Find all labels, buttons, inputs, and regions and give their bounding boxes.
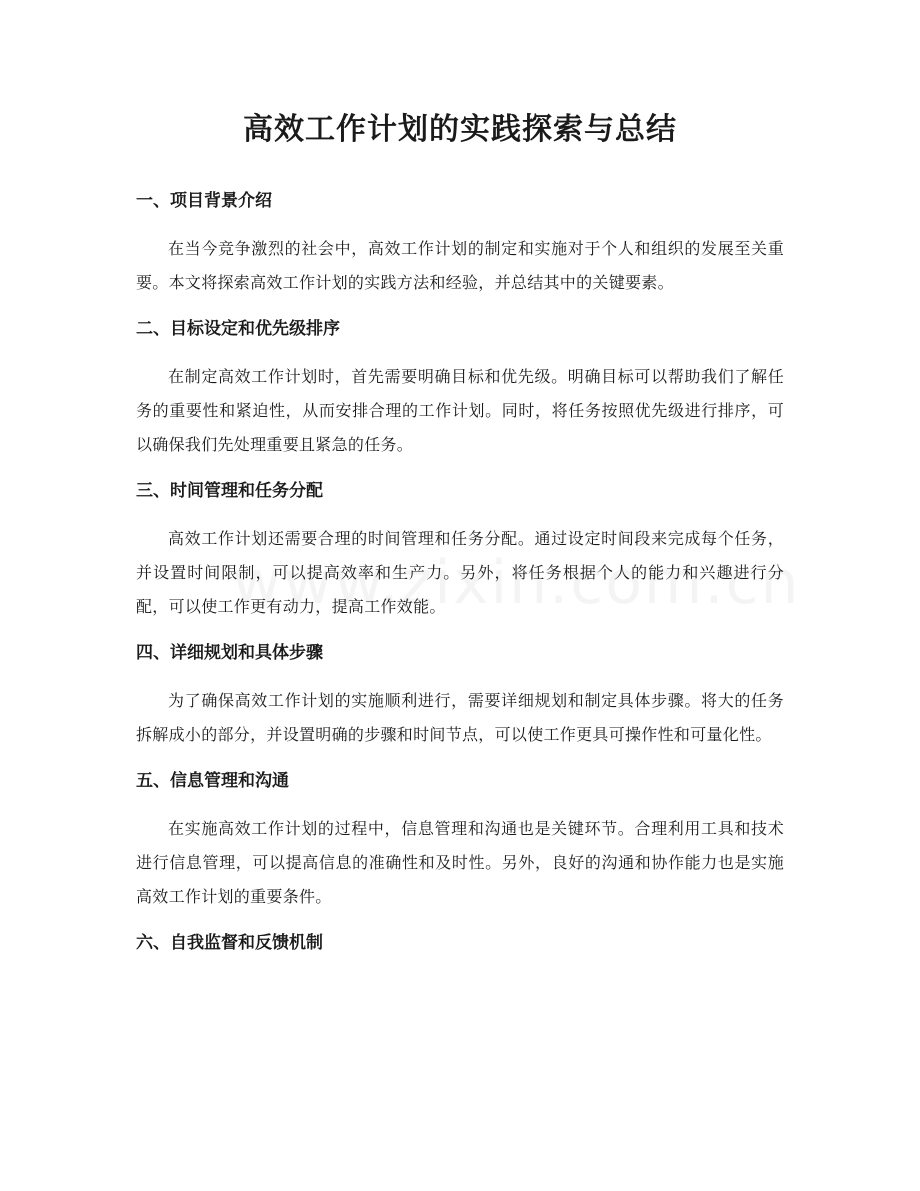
section-goals-priorities — [136, 312, 784, 462]
section-time-management — [136, 474, 784, 624]
section-detailed-planning — [136, 636, 784, 752]
section-background — [136, 184, 784, 300]
section-heading: 六、自我监督和反馈机制 — [136, 933, 323, 953]
section-heading: 四、详细规划和具体步骤 — [136, 643, 323, 663]
section-heading: 二、目标设定和优先级排序 — [136, 319, 340, 339]
section-paragraph: 高效工作计划还需要合理的时间管理和任务分配。通过设定时间段来完成每个任务，并设置时间限制，可以提高效率和生产力。另外，将任务根据个人的能力和兴趣进行分配，可以使工作更有动力，提高工作效能。 — [136, 529, 784, 616]
document-title: 高效工作计划的实践探索与总结 — [243, 112, 677, 147]
document-body — [136, 184, 784, 974]
section-self-monitoring — [136, 926, 784, 960]
section-paragraph: 在制定高效工作计划时，首先需要明确目标和优先级。明确目标可以帮助我们了解任务的重要性和紧迫性，从而安排合理的工作计划。同时，将任务按照优先级进行排序，可以确保我们先处理重要且紧急的任务。 — [136, 367, 784, 454]
section-heading: 五、信息管理和沟通 — [136, 771, 289, 791]
section-heading: 三、时间管理和任务分配 — [136, 481, 323, 501]
section-paragraph: 为了确保高效工作计划的实施顺利进行，需要详细规划和制定具体步骤。将大的任务拆解成小的部分，并设置明确的步骤和时间节点，可以使工作更具可操作性和可量化性。 — [136, 691, 784, 744]
section-paragraph: 在当今竞争激烈的社会中，高效工作计划的制定和实施对于个人和组织的发展至关重要。本文将探索高效工作计划的实践方法和经验，并总结其中的关键要素。 — [136, 239, 784, 292]
section-heading: 一、项目背景介绍 — [136, 191, 272, 211]
section-information-communication — [136, 764, 784, 914]
section-paragraph: 在实施高效工作计划的过程中，信息管理和沟通也是关键环节。合理利用工具和技术进行信息管理，可以提高信息的准确性和及时性。另外，良好的沟通和协作能力也是实施高效工作计划的重要条件。 — [136, 819, 784, 906]
